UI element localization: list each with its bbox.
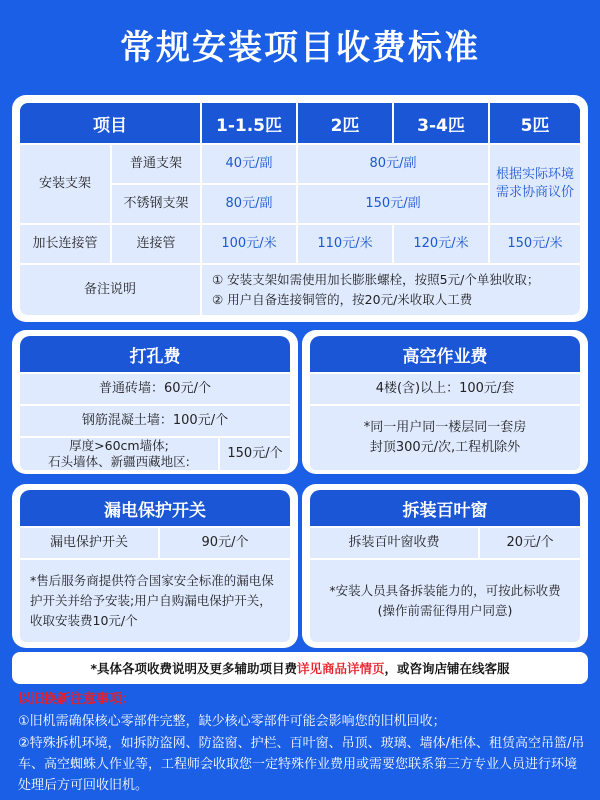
- drilling-title: 打孔费: [20, 336, 290, 372]
- header-5p: 5匹: [490, 103, 580, 143]
- high-work-title: 高空作业费: [310, 336, 580, 372]
- pipe-sub-label: 连接管: [112, 225, 200, 263]
- header-item: 项目: [20, 103, 200, 143]
- high-work-note: [310, 406, 580, 470]
- steel-bracket-label: 不锈钢支架: [112, 185, 200, 223]
- blinds-note-line2: (操作前需征得用户同意): [377, 603, 513, 618]
- pipe-price-1p: 100元/米: [202, 225, 296, 263]
- bracket-label: 安装支架: [20, 145, 110, 223]
- high-work-note-line2: 封顶300元/次,工程机除外: [369, 440, 521, 455]
- high-work-note-line1: *同一用户同一楼层同一套房: [363, 420, 527, 435]
- drilling-thick-line2: 石头墙体、新疆西藏地区:: [48, 454, 190, 469]
- bottom-note-suffix: ，或咨询店铺在线客服: [384, 661, 510, 676]
- bottom-note-card: [12, 652, 588, 684]
- blinds-card: [302, 484, 588, 648]
- steel-bracket-price-1p: 80元/副: [202, 185, 296, 223]
- high-work-card: [302, 330, 588, 474]
- header-3p: 3-4匹: [394, 103, 488, 143]
- blinds-price: 20元/个: [480, 528, 580, 558]
- pipe-price-2p: 110元/米: [298, 225, 392, 263]
- leakage-card: [12, 484, 298, 648]
- pipe-price-3p: 120元/米: [394, 225, 488, 263]
- leakage-title: 漏电保护开关: [20, 490, 290, 526]
- footer-line1: ①旧机需确保核心零部件完整，缺少核心零部件可能会影响您的旧机回收；: [18, 714, 446, 729]
- drilling-brick: 普通砖墙：60元/个: [20, 374, 290, 404]
- remark-2: ② 用户自备连接铜管的，按20元/米收取人工费: [212, 292, 473, 307]
- drilling-thick-line1: 厚度>60cm墙体;: [69, 438, 169, 453]
- bottom-note-prefix: *具体各项收费说明及更多辅助项目费: [90, 661, 297, 676]
- bracket-5p-negotiate: 根据实际环境 需求协商议价: [490, 145, 580, 223]
- drilling-concrete: 钢筋混凝土墙：100元/个: [20, 406, 290, 436]
- footer-heading: 以旧换新注意事项：: [18, 692, 136, 707]
- drilling-card: [12, 330, 298, 474]
- header-1p: 1-1.5匹: [202, 103, 296, 143]
- high-work-floor: 4楼(含)以上：100元/套: [310, 374, 580, 404]
- leakage-note: *售后服务商提供符合国家安全标准的漏电保护开关并给予安装;用户自购漏电保护开关，收取安装费10元/个: [20, 560, 290, 642]
- remark-label: 备注说明: [20, 265, 200, 315]
- pipe-price-5p: 150元/米: [490, 225, 580, 263]
- drilling-thick-price: 150元/个: [220, 438, 290, 470]
- pipe-label: 加长连接管: [20, 225, 110, 263]
- blinds-note-line1: *安装人员具备拆装能力的，可按此标收费: [329, 583, 561, 598]
- normal-bracket-price-1p: 40元/副: [202, 145, 296, 183]
- blinds-item: 拆装百叶窗收费: [310, 528, 478, 558]
- steel-bracket-price-2-4p: 150元/副: [298, 185, 488, 223]
- header-2p: 2匹: [298, 103, 392, 143]
- remark-1: ① 安装支架如需使用加长膨胀螺栓，按照5元/个单独收取；: [212, 272, 540, 287]
- main-table-card: [12, 95, 588, 322]
- normal-bracket-label: 普通支架: [112, 145, 200, 183]
- leakage-item: 漏电保护开关: [20, 528, 158, 558]
- page-title: 常规安装项目收费标准: [120, 28, 480, 68]
- drilling-thick-label: [20, 438, 218, 470]
- normal-bracket-price-2-4p: 80元/副: [298, 145, 488, 183]
- blinds-title: 拆装百叶窗: [310, 490, 580, 526]
- footer-line2: ②特殊拆机环境，如拆防盗网、防盗窗、护栏、百叶窗、吊顶、玻璃、墙体/柜体、租赁高空吊篮/吊车、高空蜘蛛人作业等，工程师会收取您一定特殊作业费用或需要您联系第三方专业人员进行环境处理后方可回收旧机。: [18, 736, 585, 793]
- remarks: [202, 265, 580, 315]
- blinds-note: [310, 560, 580, 642]
- leakage-price: 90元/个: [160, 528, 290, 558]
- bottom-note-highlight: 详见商品详情页: [297, 661, 385, 676]
